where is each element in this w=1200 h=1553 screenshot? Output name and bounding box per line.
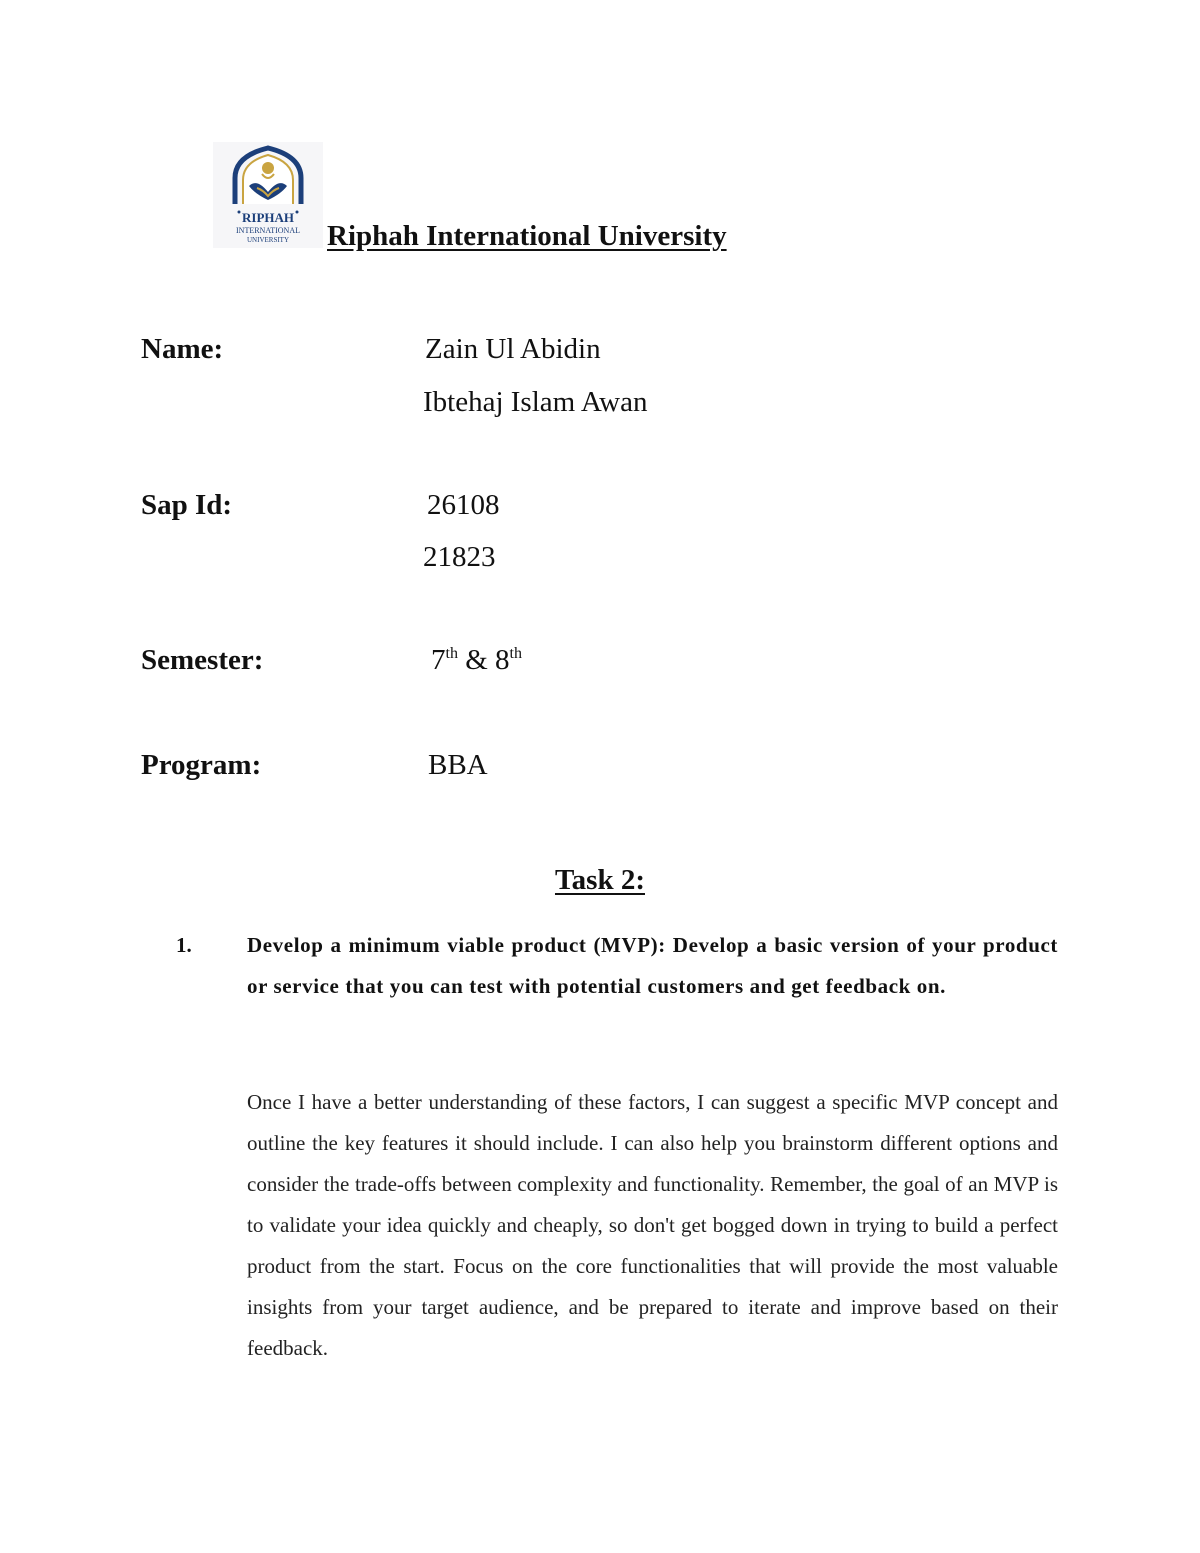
semester-joiner: &	[457, 644, 496, 676]
riphah-university-logo	[213, 142, 323, 248]
semester-first-suffix: th	[445, 645, 458, 662]
name-value-1: Zain Ul Abidin	[425, 333, 601, 365]
semester-value	[431, 644, 522, 677]
sap-id-label: Sap Id:	[141, 489, 233, 521]
question-number: 1.	[176, 933, 192, 957]
program-value: BBA	[428, 749, 488, 781]
question-text: Develop a minimum viable product (MVP): Develop a basic version of your product or service that you can test with potential customers and get feedback on.	[247, 933, 1058, 998]
sap-id-value-2: 21823	[423, 541, 496, 573]
answer-paragraph: Once I have a better understanding of these factors, I can suggest a specific MVP concept and outline the key features it should include. I can also help you brainstorm different options and consider the trade-offs between complexity and functionality. Remember, the goal of an MVP is to validate your idea quickly and cheaply, so don't get bogged down in trying to build a perfect product from the start. Focus on the core functionalities that will provide the most valuable insights from your target audience, and be prepared to iterate and improve based on their feedback.	[247, 1090, 1058, 1360]
semester-label: Semester:	[141, 644, 264, 676]
semester-first: 7	[431, 644, 446, 676]
university-title: Riphah International University	[327, 220, 727, 252]
name-label: Name:	[141, 333, 224, 365]
logo-text-line1: RIPHAH	[242, 210, 294, 225]
task-title-text: Task 2:	[554, 864, 645, 896]
semester-second-suffix: th	[509, 645, 522, 662]
name-value-2: Ibtehaj Islam Awan	[423, 386, 648, 418]
logo-text-line3: UNIVERSITY	[247, 236, 289, 244]
program-label: Program:	[141, 749, 262, 781]
sap-id-value-1: 26108	[427, 489, 500, 521]
logo-text-line2: INTERNATIONAL	[236, 226, 300, 235]
task-title	[0, 864, 1200, 897]
semester-second: 8	[495, 644, 510, 676]
